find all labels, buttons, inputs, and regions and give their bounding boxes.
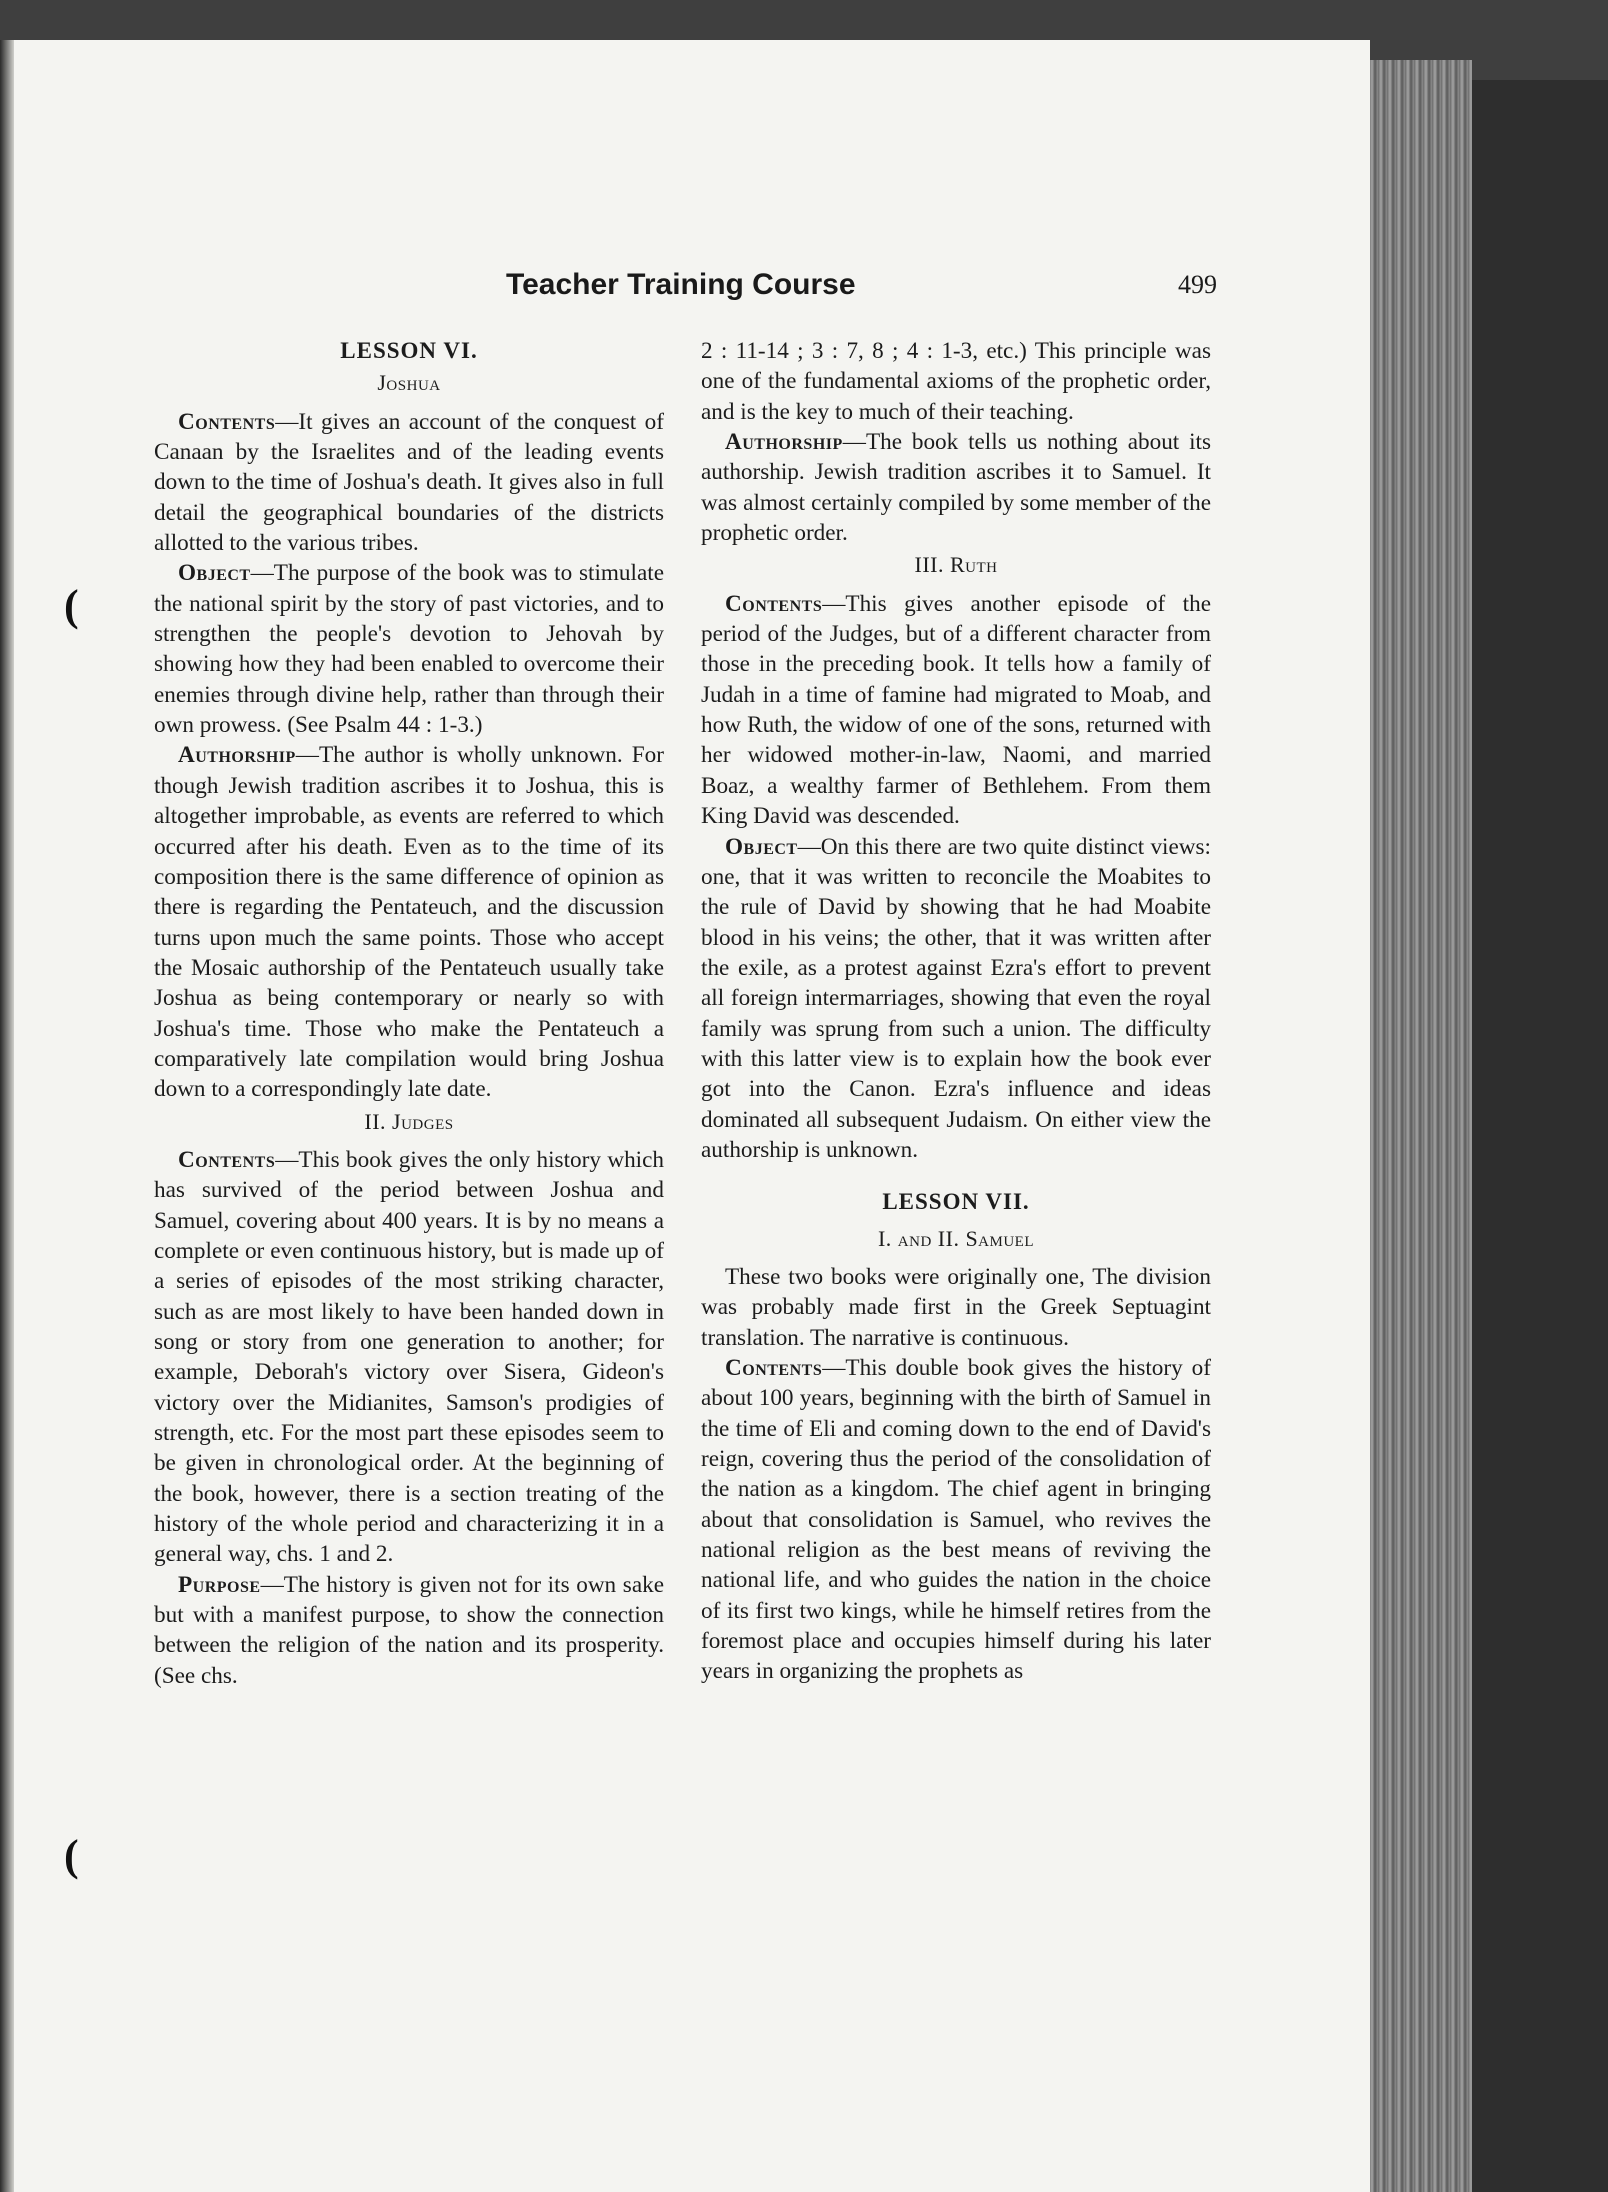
paragraph-authorship (701, 427, 1211, 548)
margin-bracket-mark: ( (64, 1831, 79, 1880)
page-left-shadow (0, 40, 14, 2192)
paragraph-contents (701, 589, 1211, 832)
paragraph-label: Object (725, 833, 798, 860)
lesson-title: LESSON VII. (882, 1189, 1030, 1215)
right-column (701, 336, 1211, 1687)
paragraph-contents (154, 407, 664, 559)
section-heading-joshua: Joshua (377, 370, 441, 396)
book-spine-shadow (1472, 80, 1608, 2192)
margin-bracket-mark: ( (64, 581, 79, 630)
paragraph-intro: These two books were originally one, The division was probably made first in the Greek Septuagint translation. The narrative is continuous. (701, 1263, 1211, 1351)
lesson-title: LESSON VI. (340, 338, 478, 363)
book-page-edges (1360, 60, 1472, 2192)
section-heading-ruth: III. Ruth (914, 552, 998, 578)
paragraph-text: —On this there are two quite distinct views: one, that it was written to reconcile the Moabites to the rule of David by showing that he had Moabite blood in his veins; the other, that it was written after the exile, as a protest against Ezra's effort to prevent all foreign intermarriages, showing that even the royal family was sprung from such a union. The difficulty with this latter view is to explain how the book ever got into the Canon. Ezra's influence and ideas dominated all subsequent Judaism. On either view the authorship is unknown. (701, 833, 1211, 1163)
paragraph-contents (701, 1353, 1211, 1687)
paragraph-authorship (154, 740, 664, 1104)
section-heading-judges: II. Judges (364, 1108, 454, 1134)
paragraph-label: Contents (725, 1355, 823, 1381)
paragraph-continued: 2 : 11-14 ; 3 : 7, 8 ; 4 : 1-3, etc.) This principle was one of the fundamental axioms of the prophetic order, and is the key to much of their teaching. (701, 338, 1211, 425)
section-heading-samuel: I. and II. Samuel (877, 1225, 1035, 1251)
paragraph-text: —The book tells us nothing about its authorship. Jewish tradition ascribes it to Samuel. It was almost certainly compiled by some member of the prophetic order. (701, 429, 1211, 547)
paragraph-text: —This double book gives the history of about 100 years, beginning with the birth of Samuel in the time of Eli and coming down to the end of David's reign, covering thus the period of the consolidation of the nation as a kingdom. The chief agent in bringing about that consolidation is Samuel, who revives the national religion as the best means of reviving the national life, and who guides the nation in the choice of its first two kings, while he himself retires from the foremost place and occupies himself during his later years in organizing the prophets as (701, 1355, 1211, 1685)
paragraph-purpose (154, 1570, 664, 1691)
paragraph-label: Contents (178, 1146, 276, 1173)
paragraph-text: —This book gives the only history which has survived of the period between Joshua and Samuel, covering about 400 years. It is by no means a complete or even continuous history, but is made up of a series of episodes of the most striking character, such as are most likely to have been handed down in song or story from one generation to another; for example, Deborah's victory over Sisera, Gideon's victory over the Midianites, Samson's prodigies of strength, etc. For the most part these episodes seem to be given in chronological order. At the beginning of the book, however, there is a section treating of the history of the whole period and characterizing it in a general way, chs. 1 and 2. (154, 1146, 664, 1568)
paragraph-contents (154, 1145, 664, 1570)
paragraph-object (701, 832, 1211, 1166)
paragraph-object (154, 558, 664, 740)
paragraph-label: Object (178, 560, 251, 587)
paragraph-label: Authorship (178, 742, 296, 769)
running-header-title: Teacher Training Course (506, 268, 856, 301)
paragraph-text: —The history is given not for its own sake but with a manifest purpose, to show the connection between the religion of the nation and its prosperity. (See chs. (154, 1571, 664, 1689)
paragraph-text: —This gives another episode of the period of the Judges, but of a different character from those in the preceding book. It tells how a family of Judah in a time of famine had migrated to Moab, and how Ruth, the widow of one of the sons, returned with her widowed mother-in-law, Naomi, and married Boaz, a wealthy farmer of Bethlehem. From them King David was descended. (701, 590, 1211, 830)
paragraph-label: Purpose (178, 1571, 261, 1598)
paragraph-text: —The author is wholly unknown. For though Jewish tradition ascribes it to Joshua, this is altogether improbable, as events are referred to which occurred after his death. Even as to the time of its composition there is the same difference of opinion as there is regarding the Pentateuch, and the discussion turns upon much the same points. Those who accept the Mosaic authorship of the Pentateuch usually take Joshua as being contemporary or nearly so with Joshua's time. Those who make the Pentateuch a comparatively late compilation would bring Joshua down to a correspondingly late date. (154, 742, 664, 1103)
paragraph-text: —It gives an account of the conquest of Canaan by the Israelites and of the leading events down to the time of Joshua's death. It gives also in full detail the geographical boundaries of the districts allotted to the various tribes. (154, 408, 664, 557)
page-number: 499 (1178, 270, 1217, 299)
paragraph-label: Contents (178, 408, 276, 435)
left-column (154, 336, 664, 1691)
paragraph-text: —The purpose of the book was to stimulate the national spirit by the story of past victories, and to strengthen the people's devotion to Jehovah by showing how they had been enabled to overcome their enemies through divine help, rather than through their own prowess. (See Psalm 44 : 1-3.) (154, 560, 664, 739)
paragraph-label: Authorship (725, 429, 843, 456)
paragraph-label: Contents (725, 590, 823, 617)
